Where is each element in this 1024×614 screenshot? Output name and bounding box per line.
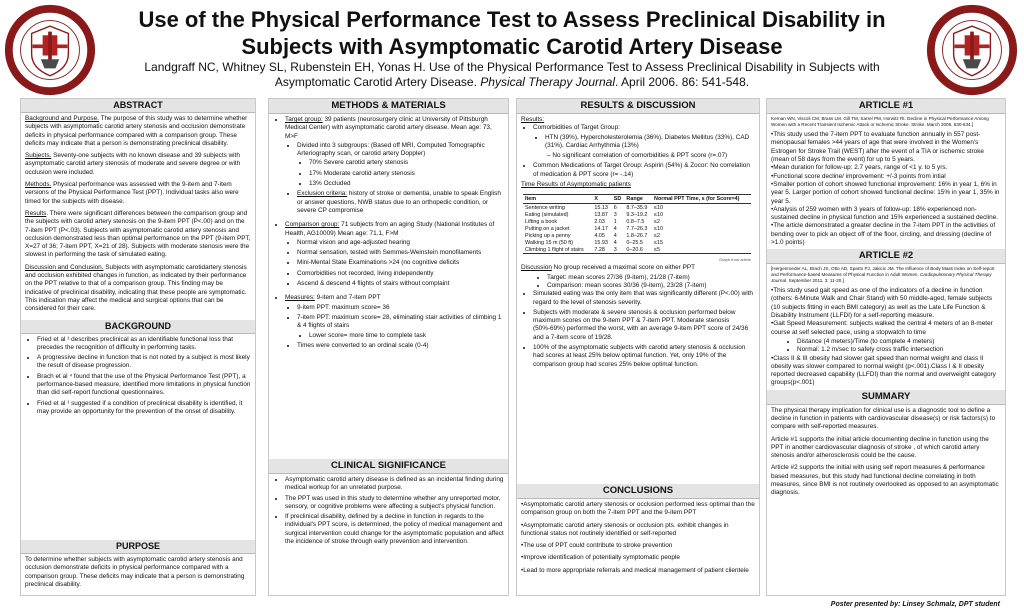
target-subgroup: • 13% Occluded	[309, 180, 504, 188]
methods-target	[285, 116, 504, 215]
conclusions-section	[517, 484, 759, 581]
background-item: • Brach et al ⁴ found that the use of the Physical Performance Test (PPT), a performance-based measure, identified more limitations in physical function than did self-report functional questionnaires.	[37, 373, 251, 398]
purpose-section	[21, 540, 255, 591]
comorbidities-correlation: – No significant correlation of comorbidities & PPT score (r=.07)	[547, 152, 755, 160]
table-header: Range	[624, 195, 652, 204]
background-item: • A progressive decline in function that is not noted by a subject is most likely the result of disease progression.	[37, 354, 251, 371]
conclusion-item: •Improve identification of potentially symptomatic people	[521, 554, 680, 562]
article2-title: ARTICLE #2	[767, 249, 1005, 264]
table-row: Picking up a penny 4.05 4 1.8–26.7 ≤2	[525, 232, 661, 239]
citation-journal: Physical Therapy Journal	[480, 75, 616, 89]
university-seal-logo	[4, 4, 96, 96]
results-title: RESULTS & DISCUSSION	[517, 99, 759, 114]
conclusion-item: •Asymptomatic carotid artery stenosis or occlusion performed less optimal than the comparison group on both the 7-item PPT and the 9-item PPT	[521, 501, 755, 517]
presenter-credit: Poster presented by: Linsey Schmalz, DPT student	[830, 601, 1000, 608]
title-line-2: Subjects with Asymptomatic Carotid Artery Disease	[241, 34, 783, 59]
abstract-results-label: Results	[25, 209, 47, 217]
article2-item: •Gait Speed Measurement: subjects walked the central 4 meters of an 8-meter course at self selected pace, using a stopwatch to time	[771, 320, 993, 336]
target-text: 39 patients (neurosurgery clinic at University of Pittsburgh Medical Center) with asymptomatic carotid artery disease. Mean age: 73, M>F	[285, 116, 492, 140]
background-item: • Fried et al ¹ describes preclinical as an identifiable functional loss that precedes the recognition of difficulty in performing tasks.	[37, 336, 251, 353]
table-header: SD	[612, 195, 625, 204]
purpose-title: PURPOSE	[21, 540, 255, 554]
summary-item: Article #1 supports the initial article documenting decline in function using the PPT in another cardiovascular diagnosis of stroke , of which carotid artery stenosis and/or atherosclerosis could be the cause.	[771, 435, 989, 460]
article2-body	[767, 264, 1005, 389]
abstract-discussion-text: Subjects with asymptomatic carotidartery stenosis and occlusion exhibited changes in function, as indicated by their performance on the PPT relative to that of a comparison group. This finding may be indicative of preclinical disability, indicating that these people are symptomatic. This indication may affect the medical and surgical options that can be considered for their care.	[25, 263, 247, 313]
abstract-body	[21, 113, 255, 320]
purpose-text: To determine whether subjects with asymptomatic carotid artery stenosis and occlusion demonstrate deficits in physical performance compared with a comparison group. These deficits may indicate that a person is demonstrating preclinical disability.	[25, 556, 245, 588]
methods-measures	[285, 294, 504, 350]
measures-item: • Times were converted to an ordinal scale (0-4)	[297, 342, 504, 350]
results-label: Results:	[521, 116, 545, 123]
comparison-item: • Comorbidities not recorded, living independently	[297, 270, 504, 278]
article1-item: •This study used the 7-item PPT to evaluate function annually in 557 post-menopausal females >44 years of age that were involved in the Women's Estrogen for Stroke Trail (WEST) after the event of a TIA or ischemic stroke (mean of 58 days from the event) for up to 5 years.	[771, 131, 984, 164]
discussion-intro: No group received a maximal score on either PPT	[551, 264, 696, 272]
background-title: BACKGROUND	[21, 320, 255, 334]
article1-item: •Smaller portion of cohort showed functional improvement: 16% in year 1, 6% in year 5. Larger portion of cohort showed functional decline: 15% in year 1, 35% in year 5.	[771, 180, 1000, 205]
citation	[120, 60, 904, 90]
comparison-item: • Ascend & descend 4 flights of stairs without complaint	[297, 280, 504, 288]
article1-item: •Functional score decline/ improvement: +/-3 points from intial	[771, 172, 946, 180]
measures-item: • 9-item PPT: maximum score= 36	[297, 304, 504, 312]
discussion-item: • Simulated eating was the only item that was significantly different (P<.00) with regard to the level of stenosis severity.	[533, 290, 755, 307]
article2-item: •This study used gait speed as one of the indicators of a decline in function (others: 6-Minute Walk and Chair Stand) with 50 middle-aged, female subjects (10 subjects fitting in each BMI category) as well as the Late Life Function & Disability Instrument (LLFDI) for a self-reporting measure.	[771, 287, 993, 320]
article2-reference: [Hergenroeder AL, Brach JS, Otto AD, Sparto PJ, Jakicic JM. The Influence of Body Mass Index on Self-report and Performance-based Measures of Physical Function in Adult Women. Cardiopulmonary Physical Therapy Journal. September 2011. 3: 11-20.]	[771, 266, 995, 283]
table-row: Putting on a jacket 14.17 4 7.7–26.3 ≤10	[525, 225, 664, 232]
measures-item: 7-item PPT: maximum score= 28, eliminating stair activities of climbing 1 & 4 flights of stairs	[297, 313, 502, 330]
conclusions-title: CONCLUSIONS	[517, 484, 759, 499]
clinical-item: • Asymptomatic carotid artery disease is defined as an incidental finding during medical workup for an unrelated purpose.	[285, 476, 504, 493]
poster-header	[0, 0, 1024, 96]
methods-body	[269, 114, 508, 354]
background-item: • Fried et al ¹ suggested if a condition of preclinical disability is identified, it may provide an opportunity for the prevention of the onset of disability.	[37, 400, 251, 417]
table-caption: Time Results of Asymptomatic patients	[521, 181, 631, 189]
summary-body	[767, 405, 1005, 504]
table-row: Climbing 1 flight of stairs 7.28 3 0–20.6 ≤5	[523, 246, 751, 254]
summary-item: Article #2 supports the initial with using self report measures & performance based measures, but this study had functional decline correlating in both measures, since BMI is not routinely overlooked as opposed to an asymptomatic diagnosis.	[771, 464, 999, 497]
methods-title: METHODS & MATERIALS	[269, 99, 508, 114]
column-1	[20, 98, 256, 596]
exclusion-label: Exclusion criteria:	[297, 190, 348, 198]
summary-item: The physical therapy implication for clinical use is a diagnostic tool to define a decline in function in patients with cardiovascular disease(s) or risk factors(s) to compare with self-reported measures.	[771, 406, 996, 431]
clinical-section	[269, 459, 508, 550]
time-results-table	[523, 194, 751, 254]
comparison-label: Comparison group:	[285, 221, 340, 229]
article1-item: •Analysis of 259 women with 3 years of follow-up: 18% experienced non-sustained decline in physical function and 15% experienced a sustained decline.	[771, 205, 999, 222]
citation-tail: . April 2006. 86: 541-548.	[615, 75, 750, 89]
article2-subitem: • Distance (4 meters)/Time (to complete 4 meters)	[797, 338, 1001, 346]
clinical-title: CLINICAL SIGNIFICANCE	[269, 459, 508, 474]
target-subgroup: • 70% Severe carotid artery stenosis	[309, 159, 504, 167]
table-row: Sentence writing 15.13 6 8.7–35.9 ≤10	[525, 204, 664, 211]
abstract-results-text: . There were significant differences between the comparison group and the subjects with carotid artery stenosis on the 9-item PPT (P<.00) and on the 7-item PPT (P<.03). Subjects with asymptomatic carotid artery stenosis and occlusion demonstrated less than optimal performance on the PPT (9-item PPT, X=27 of 36; 7-item PPT, X=21 of 28). Subjects with moderate stenosis were the slowest in performing the task of simulated eating.	[25, 209, 251, 259]
abstract-background-text: The purpose of this study was to determine whether subjects with asymptomatic carotid artery stenosis and occlusion demonstrate deficits in physical performance compared with a comparison group. These deficits may indicate that a person is demonstrating preclinical disability.	[25, 115, 248, 147]
article1-reference: Kernan WN, Viscoli CM, Brass LM, Gill TM, Sarrel PM, Horwitz RI. Decline in Physical Performance Among Women with a Recent Transient Ischemic Attack or Ischemic Stroke. Stroke. March 2005. 630-634.]	[771, 116, 989, 127]
article2-item: •Class II & III obesity had slower gait speed than normal weight and class II obesity was slower compared to normal weight (p<.001).Class I & II obesity reported decreased capability (LLFDI) than the normal and overweight category groups(p<.001)	[771, 354, 996, 387]
comparison-item: • Normal vision and age-adjusted hearing	[297, 239, 504, 247]
target-sub: Divided into 3 subgroups: (Based off MRI, Computed Tomographic Arteriography scan, or carotid artery Doppler)	[297, 141, 485, 158]
comparison-text: 71 subjects from an aging Study (National Institutes of Health, AG10009) Mean age: 71.1, F>M	[285, 221, 495, 237]
discussion-label: Discussion	[521, 264, 552, 272]
table-row: Eating (simulated) 13.87 3 9.3–19.2 ≤10	[525, 211, 664, 218]
summary-title: SUMMARY	[767, 390, 1005, 405]
comparison-item: • Mini-Mental State Examinations >24 (no cognitive deficits	[297, 259, 504, 267]
measures-label: Measures:	[285, 294, 315, 302]
abstract-subjects-text: Seventy-one subjects with no known disease and 39 subjects with asymptomatic carotid artery stenosis of moderate and severe degree or with occlusion were included.	[25, 152, 241, 176]
abstract-title: ABSTRACT	[21, 99, 255, 113]
measures-subitem: • Lower score= more time to complete task	[309, 332, 504, 340]
table-header: Item	[523, 195, 592, 204]
column-4	[766, 98, 1006, 596]
article2-subitem: • Normal: 1.2 m/sec to safely cross traffic intersection	[797, 346, 1001, 354]
measures-text: 9-item and 7-item PPT	[314, 294, 381, 302]
exclusion-text: history of stroke or dementia, unable to speak English or answer questions, NWB status due to an orthopedic condition, or severe CP compromise	[297, 190, 501, 214]
citation-authors: Landgraff NC, Whitney SL, Rubenstein EH, Yonas H. Use of the Physical Performance Test to Assess Preclinical Disability in Subjects with Asymptomatic Carotid Artery Disease.	[144, 60, 880, 89]
discussion-item: • 100% of the asymptomatic subjects with carotid artery stenosis & occlusion had scores at least 25% below optimal function. Yet, only 19% of the comparison group had scores 25% below optimal function.	[533, 344, 755, 369]
abstract-subjects-label: Subjects.	[25, 152, 52, 160]
medications: • Common Medications of Target Group: Aspirin (54%) & Zocor: No correlation of medication & PPT score (r= -.14)	[533, 162, 755, 179]
article1-body	[767, 114, 1005, 249]
target-label: Target group:	[285, 116, 323, 123]
comparison-item: • Normal sensation, tested with Semmes-Weinstein monofilaments	[297, 249, 504, 257]
conclusion-item: •Asymptomatic carotid artery stenosis or occlusion pts. exhibit changes in functional status not routinely identified or self-reported	[521, 521, 729, 537]
poster-title	[120, 6, 904, 60]
conclusion-item: •The use of PPT could contribute to stroke prevention	[521, 542, 673, 550]
table-row: Walking 15 m (50 ft) 15.93 4 0–25.5 ≤15	[525, 239, 664, 246]
abstract-methods-text: Physical performance was assessed with the 9-item and 7-item versions of the Physical Performance Test (PPT). Individual tasks also were timed for the subjects with disease.	[25, 181, 239, 205]
article1-title: ARTICLE #1	[767, 99, 1005, 114]
conclusion-item: •Lead to more appropriate referrals and medical management of patient clientele	[521, 566, 749, 574]
clinical-item: • If preclinical disability, defined by a decline in function in regards to the individual's PPT score, is determined, the policy of medical management and surgical intervention could change for the asymptomatic population and affect the incidence of stroke through early prevention and intervention.	[285, 513, 504, 546]
column-2	[268, 98, 509, 596]
discussion-item: • Subjects with moderate & severe stenosis & occlusion performed below maximum scores on the 9-item PPT & 7-item PPT. Moderate stenosis (50%-69%) performed the worst, with an average 9-item PPT score of 24/36 and a 7-item score of 19/28.	[533, 309, 755, 342]
table-row: Lifting a book 2.03 1 0.8–7.5 ≤2	[525, 218, 661, 225]
title-line-1: Use of the Physical Performance Test to Assess Preclinical Disability in	[138, 7, 886, 32]
comorbidities-list: • HTN (39%), Hypercholesterolemia (36%), Diabetes Mellitus (33%), CAD (31%), Cardiac Arrhythmia (13%)	[545, 134, 755, 151]
abstract-methods-label: Methods.	[25, 181, 52, 189]
clinical-item: • The PPT was used in this study to determine whether any unreported motor, sensory, or cognitive problems were affecting a subject's physical function.	[285, 495, 504, 512]
article1-item: •Mean duration for follow-up: 2.7 years, range of <1 y. to 5 yrs.	[771, 164, 948, 172]
comorbidities-label: Comorbidities of Target Group:	[533, 124, 620, 132]
results-body	[517, 114, 759, 191]
abstract-background-label: Background and Purpose.	[25, 115, 99, 122]
methods-comparison	[285, 221, 504, 288]
abstract-discussion-label: Discussion and Conclusion.	[25, 263, 104, 271]
column-3	[516, 98, 760, 596]
table-header: X	[592, 195, 611, 204]
article1-item: •The article demonstrated a greater decline in the 7-item PPT in the activities of bending over to pick an object off of the floor, circling, and dressing (decline of >1.0 points)	[771, 222, 996, 247]
university-seal-logo	[926, 4, 1018, 96]
discussion-score: • Comparison: mean scores 30/36 (9-item), 23/28 (7-item)	[547, 282, 755, 290]
target-subgroup: • 17% Moderate carotid artery stenosis	[309, 170, 504, 178]
discussion-score: • Target: mean scores 27/36 (9-item), 21/28 (7-item)	[547, 274, 755, 282]
background-body	[21, 334, 255, 421]
table-header: Normal PPT Time, s (for Score=4)	[652, 195, 751, 204]
table-credit: Graph from article	[718, 257, 751, 263]
discussion-body	[517, 262, 759, 373]
